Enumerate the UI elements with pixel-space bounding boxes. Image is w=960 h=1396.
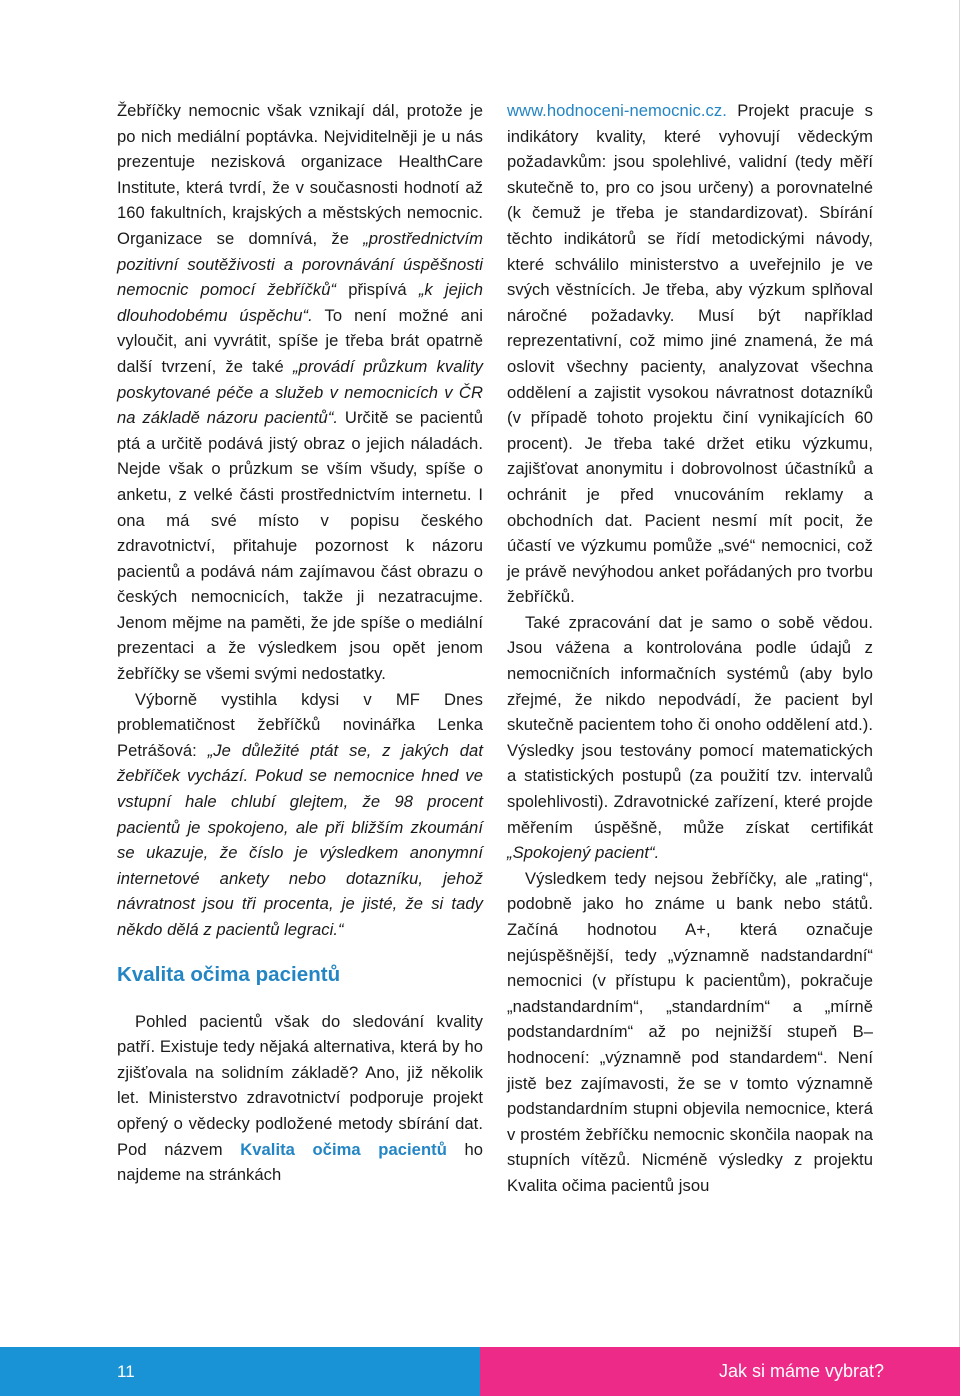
project-name-link[interactable]: Kvalita očima pacientů	[240, 1139, 447, 1159]
body-text: Žebříčky nemocnic však vznikají dál, protože je po nich mediální poptávka. Nejviditelněji je u nás prezentuje nezisková organizace HealthCare Institute, která tvrdí, že v současnosti hodnotí až 160 fakultních, krajských a městských nemocnic. Organizace se domnívá, že	[117, 101, 483, 248]
website-link[interactable]: www.hodnoceni-nemocnic.cz.	[507, 101, 727, 120]
quote-text: „Je důležité ptát se, z jakých dat žebříček vychází. Pokud se nemocnice hned ve vstupní hale chlubí glejtem, že 98 procent pacientů je spokojeno, ale při bližším zkoumání se ukazuje, že číslo je výsledkem anonymní internetové ankety nebo dotazníku, jehož návratnost jsou tři procenta, je jisté, že si tady někdo dělá z pacientů legraci.“	[117, 740, 484, 939]
footer-title: Jak si máme vybrat?	[480, 1347, 960, 1396]
body-text: Pohled pacientů však do sledování kvality patří. Existuje tedy nějaká alternativa, která by ho zjišťovala na solidním základě? Ano, již několik let. Ministerstvo zdravotnictví podporuje projekt opřený o vědecky podložené metody sbírání dat. Pod názvem	[117, 1011, 483, 1159]
footer	[0, 1347, 960, 1396]
body-text: ho najdeme na stránkách	[117, 1139, 483, 1185]
quote-text: „Spokojený pacient“.	[507, 843, 660, 863]
body-text: Projekt pracuje s indikátory kvality, které vyhovují vědeckým požadavkům: jsou spolehlivé, validní (tedy měří skutečně to, pro co jsou určeny) a porovnatelné (k čemuž je třeba je standardizovat). Sbírání těchto indikátorů se řídí metodickými návody, které schválilo ministerstvo a uveřejnilo je ve svých věstnících. Je třeba, aby výzkum splňoval náročné požadavky. Musí být například reprezentativní, což mimo jiné znamená, že má oslovit všechny pacienty, analyzovat všechna oddělení a zajistit vysokou návratnost dotazníků (v případě tohoto projektu činí vynikajících 60 procent). Je třeba také držet etiku výzkumu, zajišťovat anonymitu i dobrovolnost účastníků a ochránit je před vnucováním reklamy a obchodních dat. Pacient nesmí mít pocit, že účastí ve výzkumu pomůže „své“ nemocnici, což je právě nevýhodou anket pořádaných pro tvorbu žebříčků.	[507, 101, 873, 607]
body-text: Také zpracování dat je samo o sobě vědou. Jsou vážena a kontrolována podle údajů z nemocničních informačních systémů (aby bylo zřejmé, že nikdo nepodvádí, že pacient byl skutečně pacientem toho či onoho oddělení atd.). Výsledky jsou testovány pomocí matematických a statistických postupů (za použití tzv. intervalů spolehlivosti). Zdravotnické zařízení, které projde měřením úspěšně, může získat certifikát	[507, 612, 873, 837]
paragraph-petrasova	[117, 687, 483, 943]
left-column	[117, 98, 483, 1188]
paragraph-rating	[507, 866, 873, 1199]
body-text: přispívá	[336, 280, 419, 300]
body-text: Výborně vystihla kdysi v MF Dnes problematičnost žebříčků novinářka Lenka Petrášová:	[117, 689, 483, 760]
paragraph-data-processing	[507, 610, 873, 866]
quote-text: „prostřednictvím pozitivní soutěživosti a porovnávání úspěšnosti nemocnic pomocí žebříčků“	[117, 228, 483, 300]
paragraph-ministry	[117, 1009, 483, 1188]
paragraph-hci	[117, 98, 483, 687]
page-number: 11	[0, 1347, 480, 1396]
body-text: To není možné ani vyloučit, ani vyvrátit, spíše je třeba brát opatrně další tvrzení, že také	[117, 305, 483, 376]
paragraph-project	[507, 98, 873, 610]
body-text: Určitě se pacientů ptá a určitě podává jistý obraz o jejich náladách. Nejde však o průzkum se vším všudy, spíše o anketu, z velké části prostřednictvím internetu. I ona má své místo v popisu českého zdravotnictví, přitahuje pozornost k názoru pacientů a podává nám zajímavou část obrazu o českých nemocnicích, takže ji nezatracujme. Jenom mějme na paměti, že jde spíše o mediální prezentaci a že výsledkem jsou opět jenom žebříčky se všemi svými nedostatky.	[117, 408, 483, 684]
body-text: Výsledkem tedy nejsou žebříčky, ale „rating“, podobně jako ho známe u bank nebo států. Začíná hodnotou A+, která označuje nejúspěšnější, tedy „významně nadstandardní“ nemocnici (v přístupu k pacientům), pokračuje „nadstandardním“, „standardním“ a „mírně podstandardním“ až po nejnižší stupeň B– hodnocení: „významně pod standardem“. Není jistě bez zajímavosti, že se v tomto významně podstandardním stupni objevila nemocnice, která v prostém žebříčku nemocnic skončila naopak na stupních vítězů. Nicméně výsledky z projektu Kvalita očima pacientů jsou	[507, 868, 873, 1195]
right-column	[507, 98, 873, 1199]
section-heading: Kvalita očima pacientů	[117, 962, 341, 986]
quote-text: „k jejich dlouhodobému úspěchu“.	[117, 280, 483, 325]
quote-text: „provádí průzkum kvality poskytované péče a služeb v nemocnicích v ČR na základě názoru pacientů“.	[117, 356, 483, 428]
